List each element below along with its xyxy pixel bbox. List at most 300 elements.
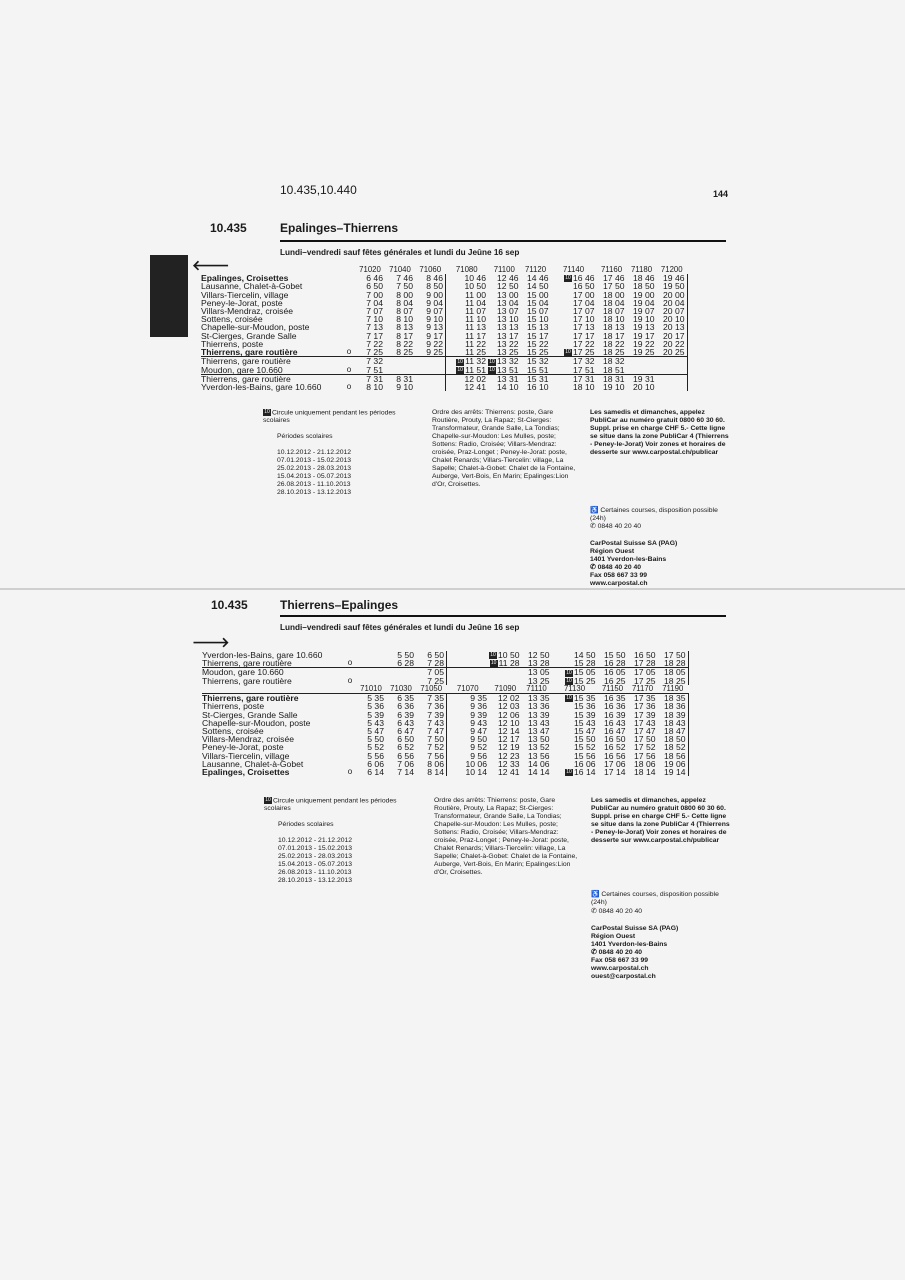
departure-time — [657, 357, 688, 366]
departure-time: 17 22 — [573, 338, 595, 349]
departure-time: 10 50 — [498, 650, 520, 660]
table-row — [201, 366, 687, 375]
departure-time: 7 00 — [366, 289, 383, 300]
course-number: 71070 — [456, 683, 479, 693]
departure-time: 6 50 — [397, 734, 414, 745]
departure-time: 13 25 — [528, 675, 550, 686]
departure-time: 15 47 — [574, 725, 596, 736]
departure-time: 5 52 — [367, 742, 384, 753]
departure-time: 7 43 — [416, 719, 447, 727]
connection-marker — [344, 727, 356, 735]
departure-time: 18 46 — [633, 273, 655, 284]
departure-time — [447, 668, 490, 677]
departure-time: 14 50 — [527, 281, 549, 292]
connection-marker — [344, 743, 356, 751]
direction-arrow-icon: 🡐 — [192, 258, 230, 274]
departure-time — [415, 383, 446, 391]
stop-name: Thierrens, gare routière — [201, 357, 343, 366]
school-period-square-icon: 10 — [457, 358, 463, 365]
departure-time: 12 33 — [498, 758, 520, 769]
departure-time: 8 50 — [415, 282, 446, 290]
course-number: 71120 — [524, 265, 547, 274]
departure-time: 12 41 — [464, 381, 486, 392]
departure-time: 17 32 — [551, 357, 597, 366]
time-cell — [552, 768, 598, 776]
departure-time: 17 05 — [628, 668, 658, 677]
title-rule — [280, 240, 726, 242]
departure-time: 7 25 — [416, 677, 447, 685]
departure-time: 6 35 — [386, 694, 416, 703]
departure-time: 9 10 — [396, 381, 413, 392]
departure-time: 18 13 — [603, 322, 625, 333]
connection-marker: o — [347, 767, 353, 777]
departure-time — [415, 357, 446, 366]
school-period-square-icon: 10 — [566, 677, 572, 684]
stop-name: Chapelle-sur-Moudon, poste — [202, 717, 311, 728]
departure-time: 20 22 — [657, 340, 688, 348]
departure-time — [415, 366, 446, 375]
school-period-square-icon: 10 — [265, 797, 271, 803]
school-period-square-icon: 10 — [489, 358, 495, 365]
school-period-square-icon: 10 — [566, 695, 572, 702]
departure-time: 12 23 — [498, 750, 520, 761]
departure-time: 16 43 — [604, 717, 626, 728]
departure-time: 9 00 — [415, 291, 446, 299]
connection-marker — [343, 332, 355, 340]
departure-time: 16 06 — [574, 758, 596, 769]
periods-title: Périodes scolaires — [278, 821, 334, 829]
departure-time: 18 35 — [658, 694, 689, 703]
departure-time: 17 31 — [551, 374, 597, 383]
departure-time: 7 28 — [416, 659, 447, 668]
course-number: 71020 — [359, 265, 381, 274]
stop-name: Lausanne, Chalet-à-Gobet — [202, 758, 304, 769]
stop-name: Sottens, croisée — [201, 314, 263, 325]
period-item: 07.01.2013 - 15.02.2013 — [278, 845, 353, 853]
departure-time: 11 32 — [465, 356, 486, 367]
departure-time: 8 10 — [396, 314, 413, 325]
connection-marker — [343, 299, 355, 307]
departure-time: 18 36 — [658, 702, 689, 710]
departure-time: 8 06 — [416, 760, 447, 768]
access-info: ♿ Certaines courses, disposition possible (24h) — [591, 891, 719, 906]
departure-time: 8 17 — [396, 330, 413, 341]
connection-marker — [344, 752, 356, 760]
departure-time: 15 43 — [574, 717, 596, 728]
departure-time: 6 06 — [367, 758, 384, 769]
page-number: 144 — [713, 189, 729, 199]
stop-name: Thierrens, poste — [202, 701, 265, 712]
departure-time: 10 06 — [465, 758, 487, 769]
publicar-info: Les samedis et dimanches, appelez PubliCar au numéro gratuit 0800 60 30 60. Suppl. prise en charge CHF 5.- Cette ligne se situe dans la zone PubliCar 4 (Thierrens - Peney-le-Jorat) Voir zones et horaires de desserte sur www.carpostal.ch/publicar — [590, 409, 729, 456]
departure-time: 11 22 — [465, 338, 486, 349]
departure-time: 16 47 — [604, 725, 626, 736]
connection-marker — [344, 711, 356, 719]
school-note — [263, 409, 413, 497]
departure-time — [627, 366, 657, 375]
departure-time: 6 52 — [397, 742, 414, 753]
departure-time: 13 07 — [497, 306, 519, 317]
departure-time: 18 14 — [634, 767, 656, 778]
operator-line: ✆ 0848 40 20 40 — [590, 564, 642, 571]
departure-time: 15 50 — [604, 650, 626, 661]
departure-time: 18 43 — [658, 719, 689, 727]
departure-time: 18 56 — [658, 752, 689, 760]
access-info: ♿ Certaines courses, disposition possible (24h) — [590, 507, 718, 522]
departure-time: 7 07 — [366, 306, 383, 317]
departure-time: 15 22 — [527, 338, 549, 349]
connection-marker — [344, 735, 356, 743]
departure-time: 13 50 — [528, 734, 550, 745]
school-period-square-icon: 10 — [566, 669, 572, 676]
departure-time: 9 22 — [415, 340, 446, 348]
departure-time: 15 10 — [527, 314, 549, 325]
access-phone: ✆ 0848 40 20 40 — [591, 908, 643, 915]
departure-time: 15 17 — [527, 330, 549, 341]
departure-time: 15 51 — [527, 364, 549, 375]
departure-time: 19 31 — [627, 374, 657, 383]
departure-time: 7 32 — [355, 357, 385, 366]
departure-time: 13 36 — [528, 701, 550, 712]
stop-name: Villars-Tiercelin, village — [202, 750, 290, 761]
departure-time: 15 05 — [574, 667, 596, 678]
departure-time: 7 10 — [366, 314, 383, 325]
departure-time: 11 28 — [498, 658, 520, 669]
departure-time: 17 25 — [573, 347, 595, 358]
departure-time: 14 50 — [574, 650, 596, 661]
departure-time: 12 06 — [498, 709, 520, 720]
departure-time: 9 47 — [470, 725, 487, 736]
departure-time: 11 17 — [465, 330, 486, 341]
departure-time: 8 04 — [396, 297, 413, 308]
course-number: 71160 — [600, 265, 623, 274]
departure-time: 13 13 — [497, 322, 519, 333]
departure-time: 15 07 — [527, 306, 549, 317]
departure-time: 18 22 — [603, 338, 625, 349]
course-number: 71150 — [601, 683, 624, 693]
departure-time: 12 03 — [498, 701, 520, 712]
departure-time: 18 10 — [573, 381, 595, 392]
departure-time: 5 35 — [356, 694, 386, 703]
departure-time: 19 00 — [633, 289, 655, 300]
title-rule — [280, 615, 726, 617]
departure-time: 12 50 — [497, 281, 519, 292]
course-number: 71080 — [455, 265, 478, 274]
departure-time: 14 14 — [528, 767, 550, 778]
connection-marker — [343, 291, 355, 299]
departure-time: 20 25 — [657, 348, 688, 357]
course-number: 71100 — [493, 265, 515, 274]
departure-time: 9 35 — [447, 694, 490, 703]
stop-name: Epalinges, Croisettes — [201, 273, 289, 284]
departure-time: 13 04 — [497, 297, 519, 308]
stop-name: Peney-le-Jorat, poste — [202, 742, 284, 753]
departure-time: 9 17 — [415, 332, 446, 340]
stop-name: Thierrens, gare routière — [201, 374, 343, 383]
departure-time: 20 13 — [657, 323, 688, 331]
operator-line: www.carpostal.ch — [591, 965, 649, 972]
departure-time: 8 46 — [415, 274, 446, 282]
course-number: 71010 — [360, 683, 382, 693]
departure-time — [657, 374, 688, 383]
departure-time: 18 51 — [603, 364, 625, 375]
departure-time: 17 51 — [573, 364, 595, 375]
operator-line: www.carpostal.ch — [590, 580, 648, 587]
departure-time: 20 07 — [657, 307, 688, 315]
stop-name: Moudon, gare 10.660 — [201, 364, 283, 375]
departure-time: 5 50 — [367, 734, 384, 745]
departure-time: 7 46 — [396, 273, 413, 284]
stop-name: Sottens, croisée — [202, 725, 264, 736]
departure-time: 18 47 — [658, 727, 689, 735]
departure-time: 6 50 — [416, 651, 447, 659]
line-number: 10.435 — [211, 598, 248, 612]
departure-time: 19 10 — [603, 381, 625, 392]
departure-time: 17 25 — [634, 675, 656, 686]
departure-time: 17 04 — [573, 297, 595, 308]
departure-time: 18 52 — [658, 743, 689, 751]
departure-time: 16 50 — [604, 734, 626, 745]
connection-marker — [343, 307, 355, 315]
departure-time: 13 52 — [528, 742, 550, 753]
connection-marker — [344, 702, 356, 710]
stop-name: Thierrens, gare routière — [201, 347, 298, 358]
school-period-square-icon: 10 — [490, 660, 497, 667]
departure-time: 8 10 — [366, 381, 383, 392]
course-number: 71090 — [494, 683, 517, 693]
departure-time — [385, 357, 415, 366]
direction-arrow-icon: 🡒 — [192, 635, 230, 651]
stop-name: Epalinges, Croisettes — [202, 767, 290, 778]
departure-time: 18 00 — [603, 289, 625, 300]
departure-time: 9 13 — [415, 323, 446, 331]
stop-name: St-Cierges, Grande Salle — [201, 330, 297, 341]
departure-time: 16 35 — [598, 694, 628, 703]
school-period-square-icon: 10 — [264, 409, 270, 415]
departure-time: 6 46 — [366, 273, 383, 284]
departure-time: 15 28 — [574, 658, 596, 669]
departure-time: 9 50 — [470, 734, 487, 745]
departure-time: 12 10 — [498, 717, 520, 728]
departure-time: 17 10 — [573, 314, 595, 325]
departure-time: 17 06 — [604, 758, 626, 769]
departure-time: 19 46 — [657, 274, 688, 282]
departure-time: 18 07 — [603, 306, 625, 317]
route-title: Thierrens–Epalinges — [280, 598, 399, 612]
time-cell — [446, 366, 489, 375]
departure-time: 6 56 — [397, 750, 414, 761]
departure-time: 8 22 — [396, 338, 413, 349]
course-number: 71110 — [526, 683, 547, 693]
departure-time: 17 56 — [634, 750, 656, 761]
departure-time: 17 14 — [604, 767, 626, 778]
stop-name: Chapelle-sur-Moudon, poste — [201, 322, 310, 333]
school-note-title: Circule uniquement pendant les périodes scolaires — [264, 797, 397, 813]
departure-time: 13 10 — [497, 314, 519, 325]
departure-time: 20 10 — [633, 381, 655, 392]
page-header-title: 10.435,10.440 — [280, 183, 357, 197]
departure-time: 6 50 — [366, 281, 383, 292]
departure-time: 9 56 — [470, 750, 487, 761]
departure-time: 10 14 — [465, 767, 487, 778]
departure-time: 18 32 — [597, 357, 627, 366]
departure-time: 19 17 — [633, 330, 655, 341]
time-cell — [488, 366, 521, 375]
departure-time: 16 50 — [634, 650, 656, 661]
departure-time: 15 36 — [574, 701, 596, 712]
departure-time: 7 52 — [416, 743, 447, 751]
stop-name: Moudon, gare 10.660 — [202, 668, 344, 677]
departure-time: 15 31 — [521, 374, 551, 383]
departure-time: 5 43 — [367, 717, 384, 728]
binder-tab — [150, 255, 188, 337]
departure-time: 15 56 — [574, 750, 596, 761]
departure-time: 14 10 — [497, 381, 519, 392]
stop-name: Yverdon-les-Bains, gare 10.660 — [202, 650, 323, 661]
departure-time: 7 50 — [396, 281, 413, 292]
departure-time: 14 46 — [527, 273, 549, 284]
period-item: 07.01.2013 - 15.02.2013 — [277, 457, 352, 465]
departure-time: 5 47 — [367, 725, 384, 736]
periods-list — [278, 837, 414, 885]
course-number: 71170 — [631, 683, 654, 693]
stop-name: St-Cierges, Grande Salle — [202, 709, 298, 720]
departure-time: 16 56 — [604, 750, 626, 761]
time-cell — [489, 659, 522, 668]
departure-time: 14 06 — [528, 758, 550, 769]
period-item: 10.12.2012 - 21.12.2012 — [277, 449, 352, 457]
school-period-square-icon: 10 — [457, 366, 463, 373]
departure-time: 6 14 — [367, 767, 384, 778]
departure-time: 17 50 — [658, 651, 689, 659]
departure-time: 7 25 — [366, 347, 383, 358]
departure-time: 19 22 — [633, 338, 655, 349]
departure-time: 18 25 — [603, 347, 625, 358]
departure-time: 8 31 — [385, 374, 415, 383]
table-row — [201, 383, 687, 391]
departure-time: 16 10 — [527, 381, 549, 392]
departure-time: 20 17 — [657, 332, 688, 340]
timetable-top — [201, 266, 688, 391]
departure-time: 15 32 — [521, 357, 551, 366]
departure-time: 16 05 — [598, 668, 628, 677]
departure-time: 11 07 — [465, 306, 486, 317]
course-number: 71140 — [562, 265, 585, 274]
period-item: 28.10.2013 - 13.12.2013 — [277, 489, 352, 497]
operator-line: 1401 Yverdon-les-Bains — [590, 556, 667, 563]
departure-time: 7 47 — [416, 727, 447, 735]
departure-time: 7 36 — [416, 702, 447, 710]
departure-time: 10 50 — [464, 281, 486, 292]
departure-time: 18 17 — [603, 330, 625, 341]
departure-time: 17 50 — [634, 734, 656, 745]
connection-marker: o — [346, 381, 352, 391]
departure-time: 17 39 — [634, 709, 656, 720]
departure-time: 9 10 — [415, 315, 446, 323]
period-item: 25.02.2013 - 28.03.2013 — [277, 465, 352, 473]
period-item: 10.12.2012 - 21.12.2012 — [278, 837, 353, 845]
departure-time: 18 10 — [603, 314, 625, 325]
departure-time: 13 00 — [497, 289, 519, 300]
school-period-square-icon: 10 — [565, 275, 571, 282]
departure-time: 18 05 — [658, 668, 689, 677]
departure-time: 7 35 — [416, 694, 447, 703]
course-number: 71200 — [660, 265, 683, 274]
departure-time: 6 28 — [397, 658, 414, 669]
departure-time: 18 50 — [658, 735, 689, 743]
service-days: Lundi–vendredi sauf fêtes générales et lundi du Jeûne 16 sep — [280, 623, 520, 632]
period-item: 15.04.2013 - 05.07.2013 — [277, 473, 352, 481]
course-number: 71050 — [420, 683, 443, 693]
operator-line: ouest@carpostal.ch — [591, 973, 656, 980]
school-period-square-icon: 10 — [566, 769, 572, 776]
departure-time: 13 05 — [522, 668, 552, 677]
departure-time: 7 56 — [416, 752, 447, 760]
departure-time: 17 43 — [634, 717, 656, 728]
operator-line: 1401 Yverdon-les-Bains — [591, 941, 668, 948]
departure-time: 17 50 — [603, 281, 625, 292]
departure-time: 13 22 — [497, 338, 519, 349]
school-period-square-icon: 10 — [489, 366, 495, 373]
departure-time: 19 13 — [633, 322, 655, 333]
departure-time — [447, 659, 490, 668]
operator-line: Fax 058 667 33 99 — [590, 572, 648, 579]
connection-marker: o — [346, 364, 352, 374]
departure-time: 6 36 — [397, 701, 414, 712]
stops-order: Ordre des arrêts: Thierrens: poste, Gare Routière, Prouty, La Rapaz; St-Cierges: Transformateur, Grande Salle, La Tondias; Chapelle-sur-Moudon: Les Mulles, poste; Sottens: Radio, Croisée; Villars-Mendraz: croisée, Praz-Longet ; Peney-le-Jorat: poste, Chalet Renards; Villars-Tiercelin: village, La Sapelle; Chalet-à-Gobet: Chalet de la Fontaine, Auberge, Vert-Bois, En Marin; Epalinges:Lion d'Or, Croisettes. — [432, 409, 576, 488]
departure-time: 18 06 — [634, 758, 656, 769]
departure-time: 13 47 — [528, 725, 550, 736]
departure-time: 12 46 — [497, 273, 519, 284]
departure-time: 15 13 — [527, 322, 549, 333]
departure-time: 5 50 — [397, 650, 414, 661]
departure-time — [386, 668, 416, 677]
school-note-title: Circule uniquement pendant les périodes scolaires — [263, 409, 396, 425]
departure-time: 11 00 — [465, 289, 486, 300]
departure-time: 15 25 — [527, 347, 549, 358]
operator-line: Région Ouest — [591, 933, 636, 940]
stop-name: Lausanne, Chalet-à-Gobet — [201, 281, 303, 292]
departure-time: 9 04 — [415, 299, 446, 307]
departure-time: 17 35 — [628, 694, 658, 703]
course-number: 71060 — [419, 265, 442, 274]
departure-time: 17 28 — [634, 658, 656, 669]
stops-order: Ordre des arrêts: Thierrens: poste, Gare Routière, Prouty, La Rapaz; St-Cierges: Transformateur, Grande Salle, La Tondias; Chapelle-sur-Moudon: Les Mulles, poste; Sottens: Radio, Croisée; Villars-Mendraz: croisée, Praz-Longet ; Peney-le-Jorat: poste, Chalet Renards; Villars-Tiercelin: village, La Sapelle; Chalet-à-Gobet: Chalet de la Fontaine, Auberge, Vert-Bois, En Marin; Epalinges:Lion d'Or, Croisettes. — [434, 797, 578, 876]
departure-time: 19 10 — [633, 314, 655, 325]
departure-time: 19 50 — [657, 282, 688, 290]
line-number: 10.435 — [210, 221, 247, 235]
departure-time: 9 07 — [415, 307, 446, 315]
departure-time: 8 00 — [396, 289, 413, 300]
departure-time: 9 43 — [470, 717, 487, 728]
course-number: 71190 — [662, 683, 684, 693]
departure-time: 12 41 — [498, 767, 520, 778]
departure-time: 15 50 — [574, 734, 596, 745]
departure-time: 16 25 — [604, 675, 626, 686]
departure-time: 6 39 — [397, 709, 414, 720]
connection-marker: o — [347, 675, 353, 685]
access-phone: ✆ 0848 40 20 40 — [590, 523, 642, 530]
departure-time: 18 50 — [633, 281, 655, 292]
departure-time: 5 39 — [367, 709, 384, 720]
departure-time: 13 35 — [522, 694, 552, 703]
departure-time: 7 50 — [416, 735, 447, 743]
operator-line: ✆ 0848 40 20 40 — [591, 949, 643, 956]
departure-time: 8 14 — [416, 768, 447, 776]
operator-info — [591, 925, 731, 981]
periods-title: Périodes scolaires — [277, 433, 333, 441]
operator-info — [590, 540, 730, 588]
